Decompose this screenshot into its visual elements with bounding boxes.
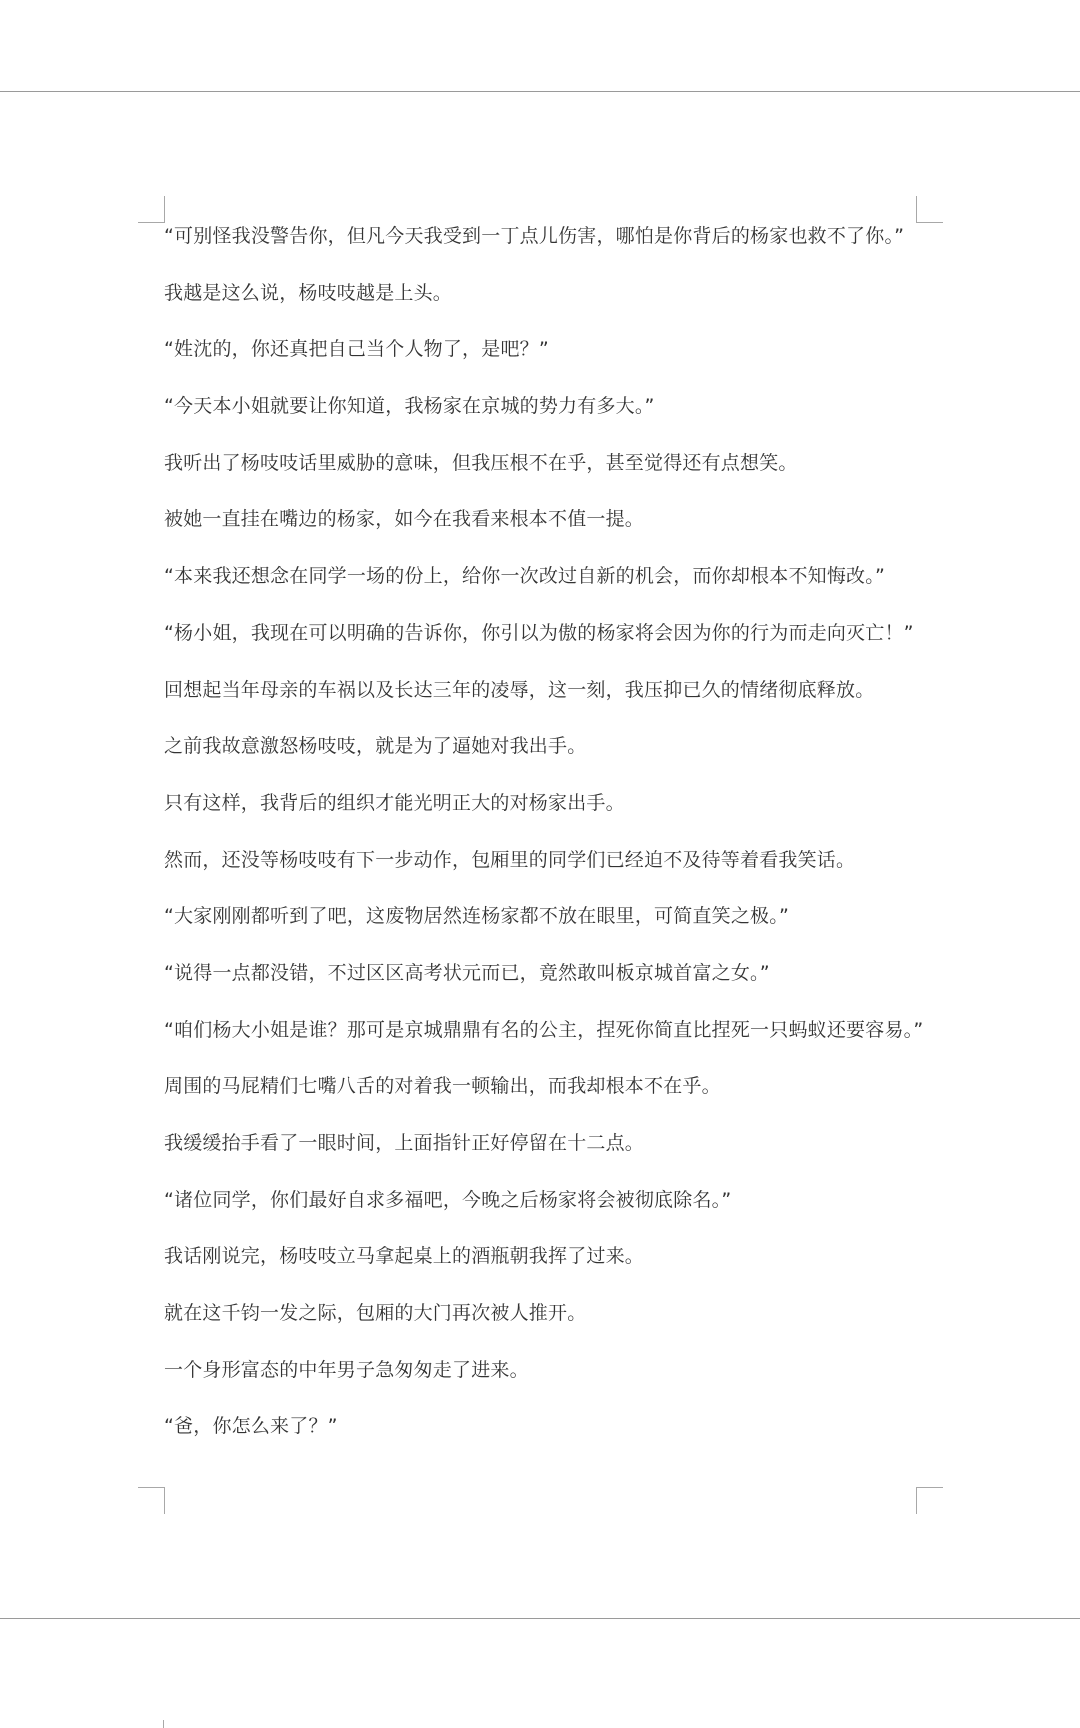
page-bottom-edge <box>0 1618 1080 1619</box>
paragraph: 我越是这么说，杨吱吱越是上头。 <box>164 281 453 304</box>
paragraph: “咱们杨大小姐是谁？那可是京城鼎鼎有名的公主，捏死你简直比捏死一只蚂蚁还要容易。” <box>164 1018 924 1041</box>
paragraph: 然而，还没等杨吱吱有下一步动作，包厢里的同学们已经迫不及待等着看我笑话。 <box>164 848 856 871</box>
paragraph: “大家刚刚都听到了吧，这废物居然连杨家都不放在眼里，可简直笑之极。” <box>164 905 789 928</box>
margin-corner-top-right <box>916 196 943 223</box>
paragraph: 回想起当年母亲的车祸以及长达三年的凌辱，这一刻，我压抑已久的情绪彻底释放。 <box>164 678 875 701</box>
paragraph: 只有这样，我背后的组织才能光明正大的对杨家出手。 <box>164 791 625 814</box>
paragraph: 一个身形富态的中年男子急匆匆走了进来。 <box>164 1358 529 1381</box>
paragraph: “杨小姐，我现在可以明确的告诉你，你引以为傲的杨家将会因为你的行为而走向灭亡！” <box>164 621 914 644</box>
paragraph: 就在这千钧一发之际，包厢的大门再次被人推开。 <box>164 1302 587 1325</box>
margin-corner-bottom-left <box>138 1487 165 1514</box>
document-body <box>164 220 924 1467</box>
paragraph: 我听出了杨吱吱话里威胁的意味，但我压根不在乎，甚至觉得还有点想笑。 <box>164 451 798 474</box>
paragraph: “今天本小姐就要让你知道，我杨家在京城的势力有多大。” <box>164 395 655 418</box>
margin-corner-top-left <box>138 196 165 223</box>
paragraph: 被她一直挂在嘴边的杨家，如今在我看来根本不值一提。 <box>164 508 645 531</box>
paragraph: “爸，你怎么来了？” <box>164 1415 338 1438</box>
paragraph: “可别怪我没警告你，但凡今天我受到一丁点儿伤害，哪怕是你背后的杨家也救不了你。” <box>164 225 905 247</box>
page-top-edge <box>0 91 1080 92</box>
paragraph: 之前我故意激怒杨吱吱，就是为了逼她对我出手。 <box>164 735 587 758</box>
margin-corner-bottom-right <box>916 1487 943 1514</box>
paragraph: “本来我还想念在同学一场的份上，给你一次改过自新的机会，而你却根本不知悔改。” <box>164 565 885 588</box>
paragraph: “姓沈的，你还真把自己当个人物了，是吧？” <box>164 338 549 361</box>
paragraph: 我话刚说完，杨吱吱立马拿起桌上的酒瓶朝我挥了过来。 <box>164 1245 645 1268</box>
paragraph: “诸位同学，你们最好自求多福吧，今晚之后杨家将会被彻底除名。” <box>164 1188 732 1211</box>
paragraph: “说得一点都没错，不过区区高考状元而已，竟然敢叫板京城首富之女。” <box>164 961 770 984</box>
paragraph: 我缓缓抬手看了一眼时间，上面指针正好停留在十二点。 <box>164 1132 645 1154</box>
next-page-margin-corner <box>163 1720 164 1728</box>
paragraph: 周围的马屁精们七嘴八舌的对着我一顿输出，而我却根本不在乎。 <box>164 1075 721 1098</box>
